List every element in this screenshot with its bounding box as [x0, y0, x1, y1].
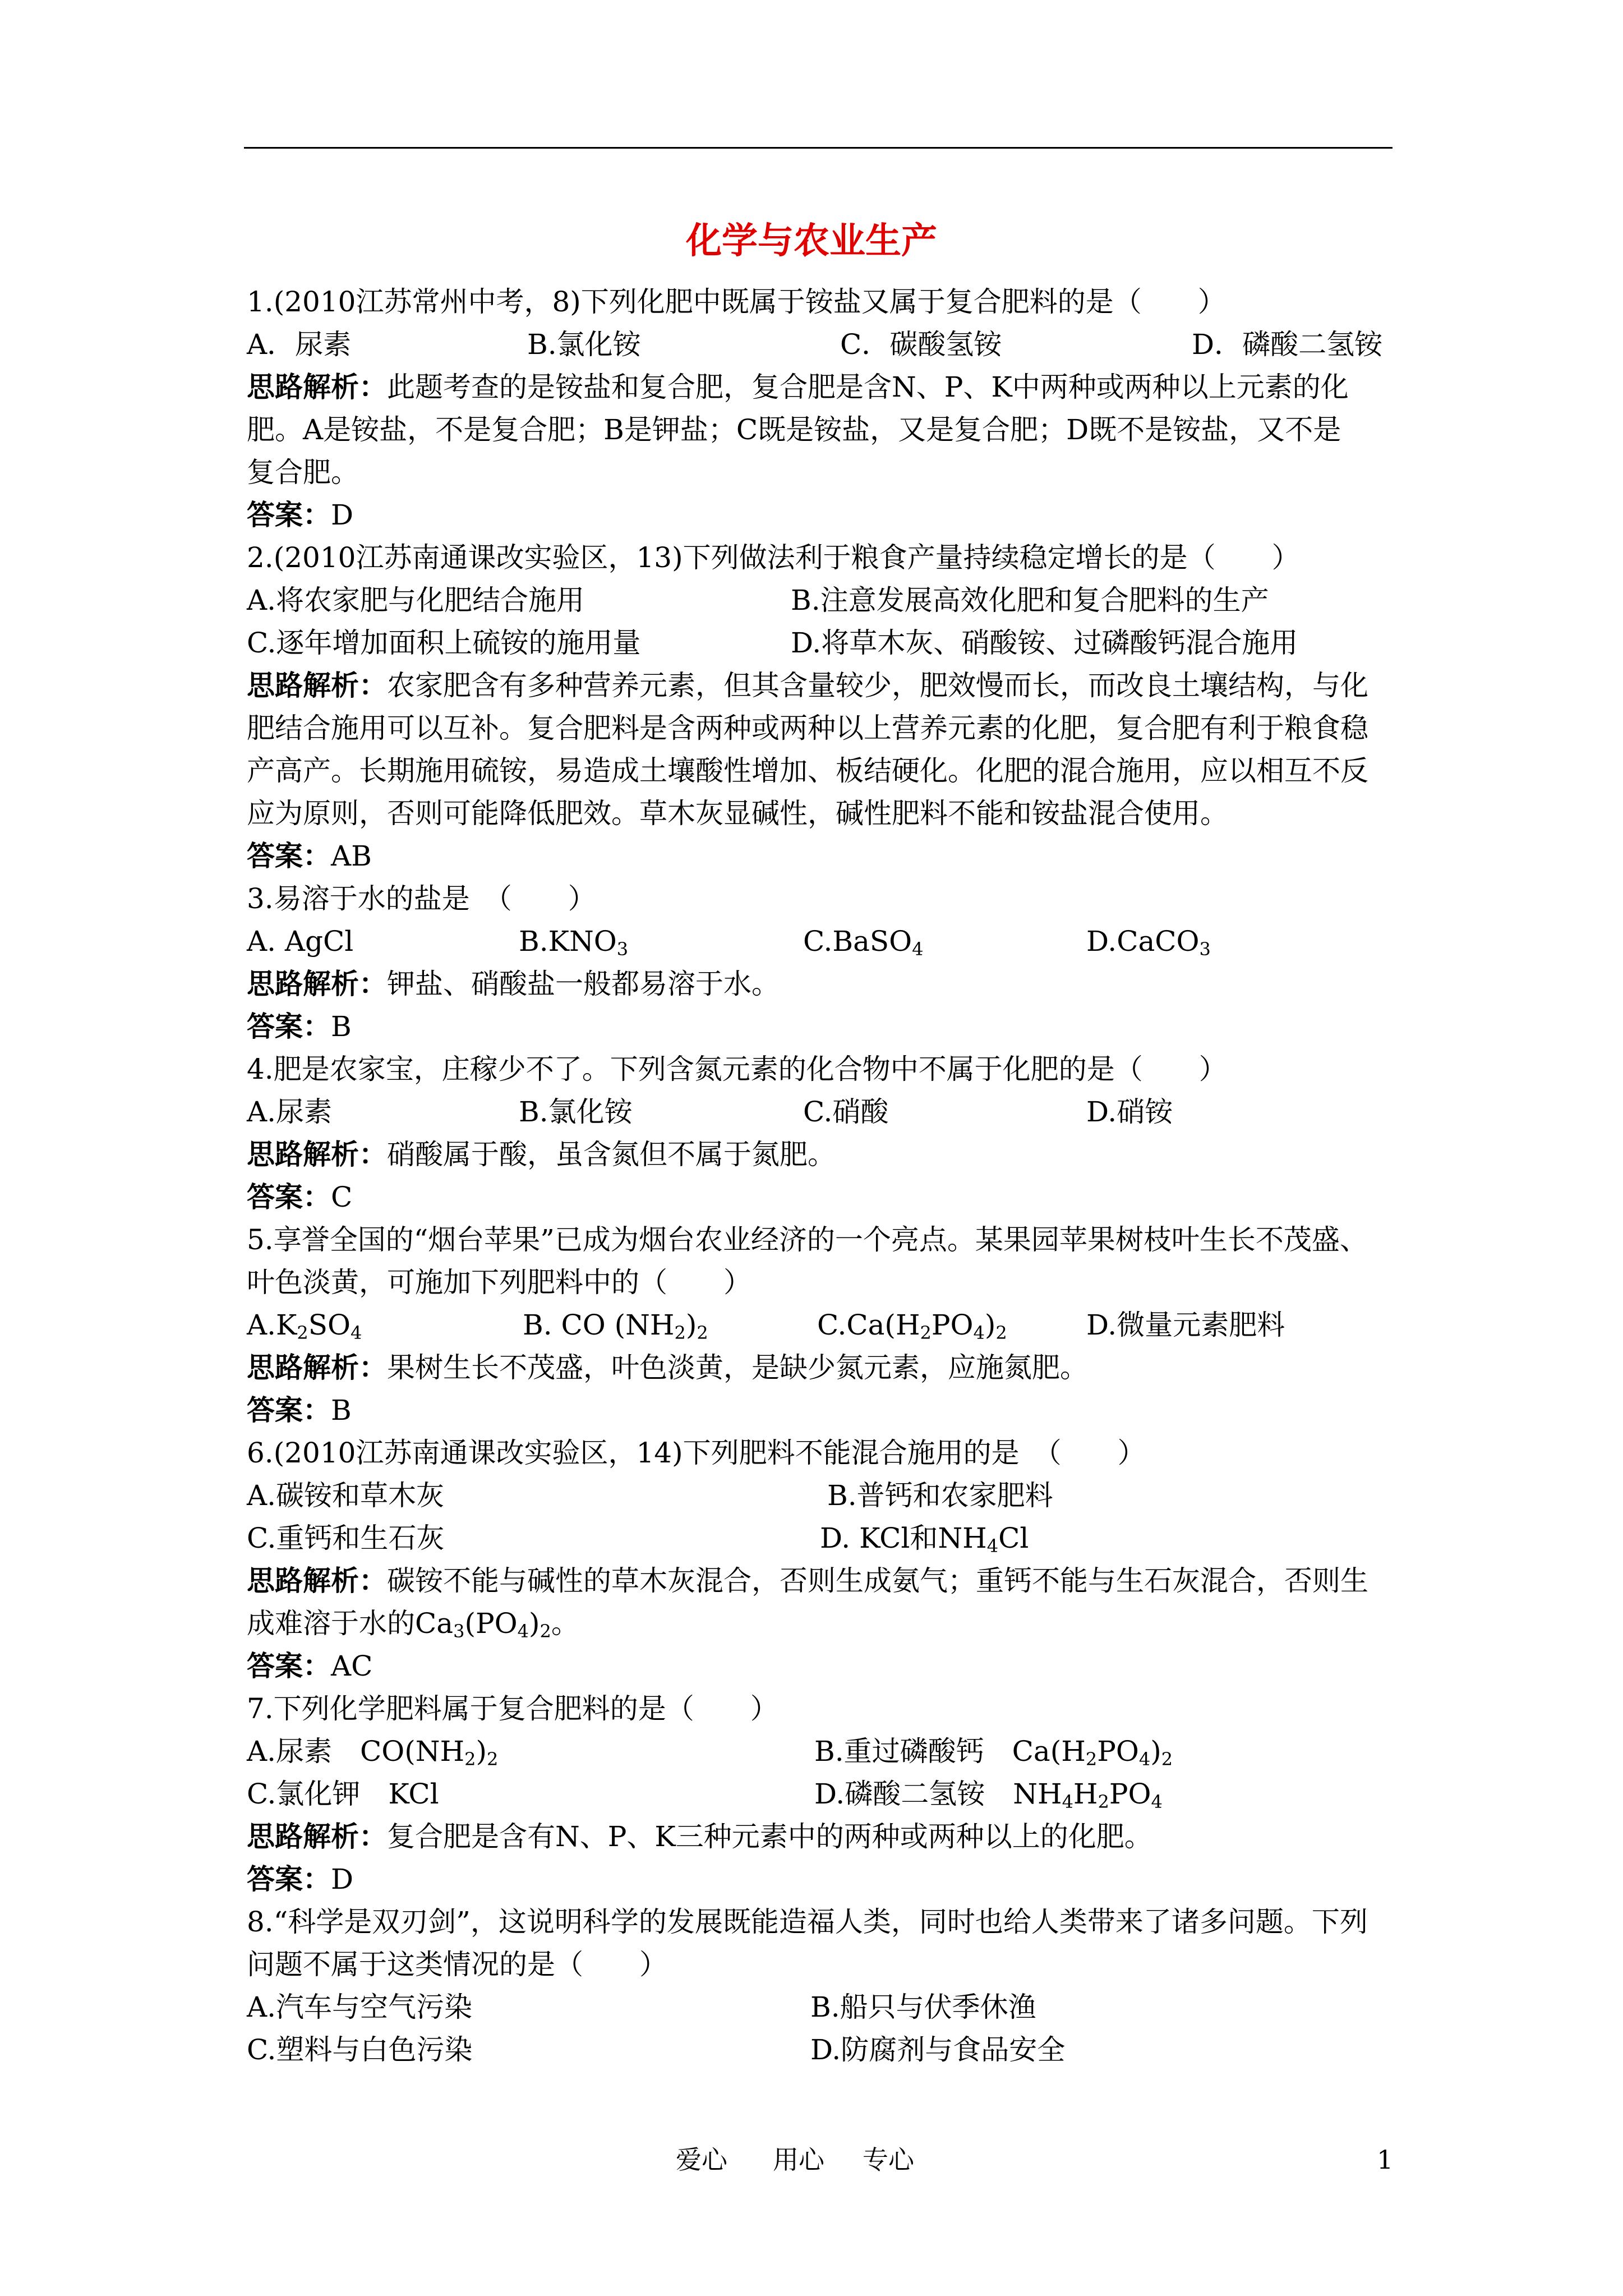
answer-label: 答案： — [247, 1649, 331, 1682]
analysis-line: 思路解析：硝酸属于酸，虽含氮但不属于氮肥。 — [247, 1138, 836, 1171]
question-2-options — [247, 579, 1396, 622]
analysis-line: 产高产。长期施用硫铵，易造成土壤酸性增加、板结硬化。化肥的混合施用，应以相互不反 — [247, 754, 1368, 787]
analysis-label: 思路解析： — [247, 967, 387, 1000]
option: C.重钙和生石灰 — [247, 1522, 445, 1554]
analysis-line: 思路解析：钾盐、硝酸盐一般都易溶于水。 — [247, 967, 780, 1000]
question-2-stem: 2.(2010江苏南通课改实验区，13)下列做法利于粮食产量持续稳定增长的是（ ） — [247, 541, 1300, 574]
option: $B.KNO_3$ — [519, 925, 629, 960]
analysis-line: 复合肥。 — [247, 456, 359, 489]
analysis-line: 肥结合施用可以互补。复合肥料是含两种或两种以上营养元素的化肥，复合肥有利于粮食稳 — [247, 712, 1368, 744]
answer-label: 答案： — [247, 1010, 331, 1043]
question-3-stem: 3.易溶于水的盐是 （ ） — [247, 882, 596, 915]
analysis-label: 思路解析： — [247, 669, 387, 702]
question-7-options — [247, 1730, 1396, 1773]
page-title: 化学与农业生产 — [686, 220, 937, 262]
answer-line — [247, 494, 1396, 536]
question-5-options — [247, 1304, 1396, 1346]
option: B.氯化铵 — [519, 1096, 633, 1128]
analysis-label: 思路解析： — [247, 370, 387, 403]
analysis-line: 肥。A是铵盐，不是复合肥；B是钾盐；C既是铵盐，又是复合肥；D既不是铵盐，又不是 — [247, 413, 1341, 446]
footer-slogan: 爱心 — [676, 2145, 727, 2175]
option: C.硝酸 — [803, 1096, 889, 1128]
footer-slogan: 专心 — [863, 2145, 914, 2175]
answer-value: AB — [331, 840, 372, 872]
answer-line — [247, 835, 1396, 877]
option: D.硝铵 — [1086, 1096, 1173, 1128]
answer-label: 答案： — [247, 1180, 331, 1213]
question-4-stem: 4.肥是农家宝，庄稼少不了。下列含氮元素的化合物中不属于化肥的是（ ） — [247, 1053, 1227, 1085]
question-3-options — [247, 920, 1396, 963]
answer-value: AC — [331, 1650, 373, 1682]
answer-line — [247, 1176, 1396, 1218]
question-5-stem: 5.享誉全国的“烟台苹果”已成为烟台农业经济的一个亮点。某果园苹果树枝叶生长不茂盛、 — [247, 1223, 1368, 1256]
analysis-line: 思路解析：农家肥含有多种营养元素，但其含量较少，肥效慢而长，而改良土壤结构，与化 — [247, 669, 1368, 702]
option: D.防腐剂与食品安全 — [810, 2033, 1066, 2066]
answer-label: 答案： — [247, 839, 331, 872]
answer-value: C — [331, 1181, 353, 1213]
question-8-stem: 问题不属于这类情况的是（ ） — [247, 1948, 667, 1981]
answer-line — [247, 1645, 1396, 1687]
header-rule — [244, 147, 1393, 149]
answer-label: 答案： — [247, 1862, 331, 1895]
analysis-label: 思路解析： — [247, 1138, 387, 1171]
analysis-line: 成难溶于水的$Ca_3(PO_4)_2$。 — [247, 1607, 579, 1642]
answer-value: B — [331, 1010, 352, 1043]
question-1-options — [247, 323, 1396, 366]
question-2-options — [247, 622, 1396, 664]
answer-line — [247, 1858, 1396, 1901]
question-4-options — [247, 1091, 1396, 1133]
page-number: 1 — [1377, 2145, 1394, 2175]
analysis-line: 思路解析：碳铵不能与碱性的草木灰混合，否则生成氨气；重钙不能与生石灰混合，否则生 — [247, 1564, 1368, 1597]
option: B. CO $(NH_2)_2$ — [523, 1309, 708, 1343]
option: D．磷酸二氢铵 — [1192, 328, 1383, 361]
question-6-options — [247, 1517, 1396, 1559]
option: B.注意发展高效化肥和复合肥料的生产 — [791, 584, 1269, 616]
question-8-options — [247, 2028, 1396, 2071]
question-8-options — [247, 1986, 1396, 2028]
question-6-options — [247, 1474, 1396, 1517]
question-1-stem: 1.(2010江苏常州中考，8)下列化肥中既属于铵盐又属于复合肥料的是（ ） — [247, 286, 1226, 318]
option: D.微量元素肥料 — [1086, 1309, 1285, 1341]
option: A.将农家肥与化肥结合施用 — [247, 584, 585, 616]
question-7-options — [247, 1773, 1396, 1815]
option: A.尿素 $CO(NH_2)_2$ — [247, 1735, 499, 1770]
option: C.BaSO$_4$ — [803, 925, 924, 960]
option: C．碳酸氢铵 — [840, 328, 1002, 361]
option: B.重过磷酸钙 $Ca(H_2PO_4)_2$ — [814, 1735, 1173, 1770]
option: A.碳铵和草木灰 — [247, 1479, 445, 1512]
option: C.塑料与白色污染 — [247, 2033, 473, 2066]
answer-line — [247, 1389, 1396, 1432]
question-8-stem: 8.“科学是双刃剑”，这说明科学的发展既能造福人类，同时也给人类带来了诸多问题。下列 — [247, 1906, 1368, 1938]
analysis-line: 思路解析：复合肥是含有N、P、K三种元素中的两种或两种以上的化肥。 — [247, 1820, 1152, 1853]
option: B.船只与伏季休渔 — [810, 1991, 1036, 2023]
option: A.尿素 — [247, 1096, 333, 1128]
option: D. KCl和$NH_4Cl$ — [820, 1522, 1029, 1557]
option: A. AgCl — [247, 925, 354, 958]
answer-line — [247, 1005, 1396, 1048]
analysis-line: 思路解析：果树生长不茂盛，叶色淡黄，是缺少氮元素，应施氮肥。 — [247, 1351, 1088, 1384]
answer-value: D — [331, 1863, 354, 1895]
answer-label: 答案： — [247, 498, 331, 531]
analysis-line: 思路解析：此题考查的是铵盐和复合肥，复合肥是含N、P、K中两种或两种以上元素的化 — [247, 370, 1349, 403]
answer-value: B — [331, 1394, 352, 1427]
answer-label: 答案： — [247, 1393, 331, 1427]
document-body — [247, 280, 1396, 2071]
question-6-stem: 6.(2010江苏南通课改实验区，14)下列肥料不能混合施用的是 （ ） — [247, 1437, 1146, 1469]
question-5-stem: 叶色淡黄，可施加下列肥料中的（ ） — [247, 1266, 751, 1299]
option: C.氯化钾 KCl — [247, 1778, 439, 1810]
option: A.汽车与空气污染 — [247, 1991, 473, 2023]
option: D.将草木灰、硝酸铵、过磷酸钙混合施用 — [791, 627, 1298, 659]
question-7-stem: 7.下列化学肥料属于复合肥料的是（ ） — [247, 1692, 778, 1725]
option: A．尿素 — [247, 328, 352, 361]
analysis-line: 应为原则，否则可能降低肥效。草木灰显碱性，碱性肥料不能和铵盐混合使用。 — [247, 797, 1228, 830]
analysis-label: 思路解析： — [247, 1820, 387, 1853]
analysis-label: 思路解析： — [247, 1351, 387, 1384]
option: $A.K_2SO_4$ — [247, 1309, 362, 1343]
answer-value: D — [331, 499, 354, 531]
option: B.氯化铵 — [527, 328, 641, 361]
option: D.磷酸二氢铵 $NH_4H_2PO_4$ — [814, 1778, 1163, 1812]
option: C.逐年增加面积上硫铵的施用量 — [247, 627, 641, 659]
option: B.普钙和农家肥料 — [827, 1479, 1053, 1512]
option: $C.Ca(H_2PO_4)_2$ — [817, 1309, 1007, 1343]
footer-slogan: 用心 — [773, 2145, 824, 2175]
analysis-label: 思路解析： — [247, 1564, 387, 1597]
option: D.CaCO$_3$ — [1086, 925, 1211, 960]
